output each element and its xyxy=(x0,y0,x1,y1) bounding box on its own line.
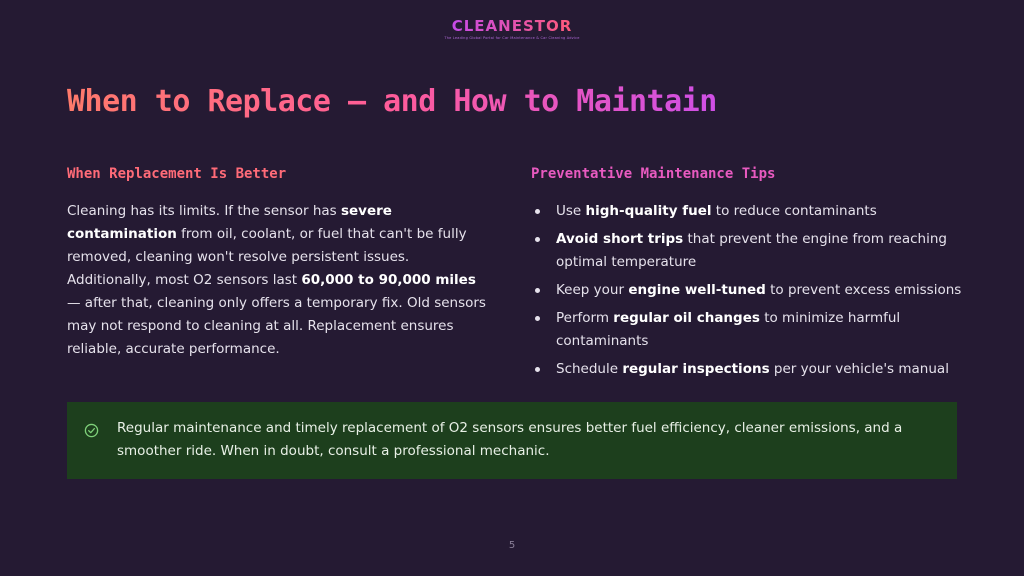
tip-item xyxy=(531,358,971,381)
tip-item xyxy=(531,200,971,223)
replacement-bold-2: 60,000 to 90,000 miles xyxy=(301,272,476,288)
tip-item xyxy=(531,228,971,274)
maintenance-tips-list xyxy=(531,200,971,386)
tip-text: Perform xyxy=(556,310,614,326)
tip-text: per your vehicle's manual xyxy=(769,361,949,377)
tip-text: that prevent the engine from reaching optimal temperature xyxy=(556,231,947,270)
maintenance-heading: Preventative Maintenance Tips xyxy=(531,166,776,182)
logo-tagline: The Leading Global Portal for Car Maintenance & Car Cleaning Advice xyxy=(444,36,580,40)
replacement-bold-1: severe contamination xyxy=(67,203,392,242)
replacement-text-1: Cleaning has its limits. If the sensor has xyxy=(67,203,341,219)
replacement-paragraph xyxy=(67,200,487,361)
callout-text: Regular maintenance and timely replacement of O2 sensors ensures better fuel efficiency, cleaner emissions, and a smoother ride. When in doubt, consult a professional mechanic. xyxy=(117,420,903,459)
slide-title: When to Replace — and How to Maintain xyxy=(67,84,717,119)
logo xyxy=(0,16,1024,40)
check-circle-icon xyxy=(84,423,99,438)
replacement-text-2: from oil, coolant, or fuel that can't be fully removed, cleaning won't resolve persistent issues. Additionally, most O2 sensors last xyxy=(67,226,467,288)
logo-wordmark: CLEANESTOR xyxy=(451,17,573,35)
tip-text: to minimize harmful contaminants xyxy=(556,310,901,349)
summary-callout xyxy=(67,402,957,479)
page-number: 5 xyxy=(508,540,516,551)
tip-bold: engine well-tuned xyxy=(628,282,766,298)
tip-bold: regular inspections xyxy=(622,361,770,377)
tip-text: Schedule xyxy=(556,361,623,377)
replacement-heading: When Replacement Is Better xyxy=(67,166,287,182)
tip-item xyxy=(531,307,971,353)
tip-text: Keep your xyxy=(556,282,629,298)
tip-bold: regular oil changes xyxy=(613,310,760,326)
tip-bold: Avoid short trips xyxy=(556,231,684,247)
tip-bold: high-quality fuel xyxy=(585,203,712,219)
tip-text: to reduce contaminants xyxy=(711,203,877,219)
tip-item xyxy=(531,279,971,302)
tip-text: to prevent excess emissions xyxy=(765,282,962,298)
replacement-text-3: — after that, cleaning only offers a temporary fix. Old sensors may not respond to cleaning at all. Replacement ensures reliable, accurate performance. xyxy=(67,295,486,357)
tip-text: Use xyxy=(556,203,586,219)
